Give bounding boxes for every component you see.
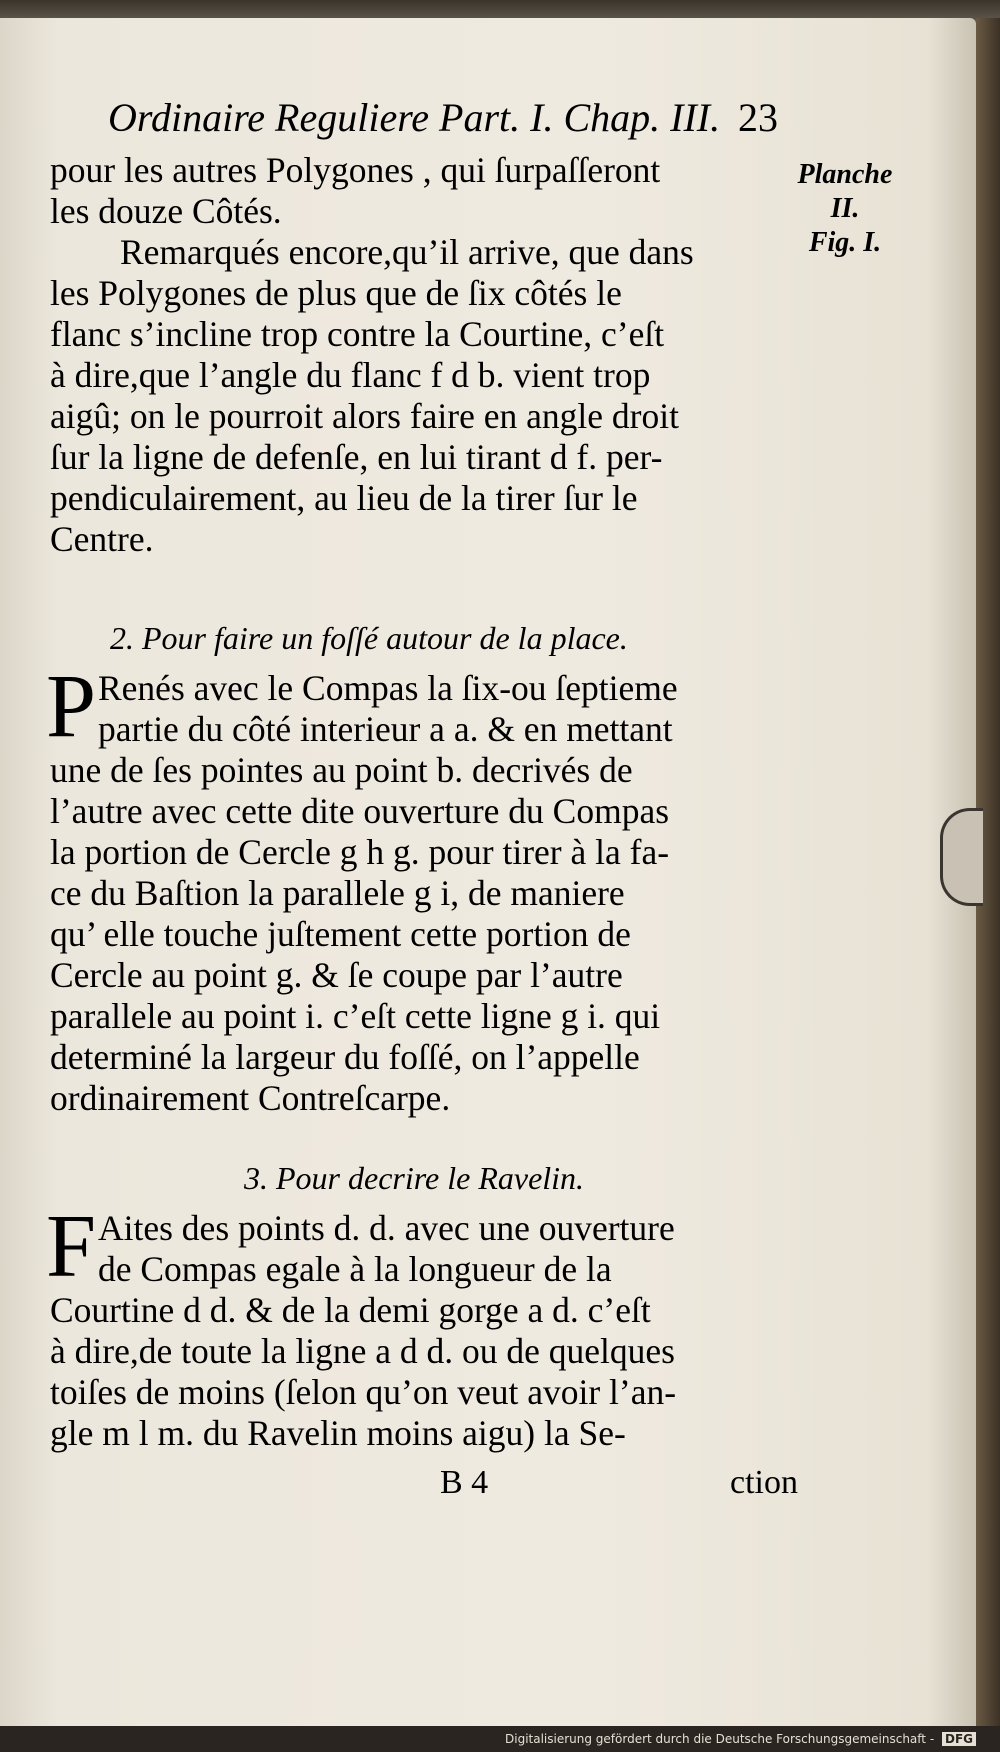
text-line: determiné la largeur du foſſé, on l’appelle: [50, 1037, 640, 1077]
section-2-heading: 2. Pour faire un foſſé autour de la place.: [110, 620, 628, 656]
text-line: Aites des points d. d. avec une ouverture: [98, 1208, 675, 1248]
margin-note-plate: Planche: [797, 159, 893, 190]
text-line: qu’ elle touche juſtement cette portion de: [50, 914, 631, 954]
text-line: ce du Baſtion la parallele g i, de maniere: [50, 873, 625, 913]
margin-note-figure: Fig. I.: [808, 227, 882, 258]
section-3-text: [50, 1208, 780, 1454]
section-2-text: [50, 668, 780, 1119]
text-line: ſur la ligne de defenſe, en lui tirant d f. per-: [50, 437, 663, 477]
drop-cap-p: P: [46, 657, 97, 756]
text-line: toiſes de moins (ſelon qu’on veut avoir l’an-: [50, 1372, 677, 1412]
text-line: Cercle au point g. & ſe coupe par l’autre: [50, 955, 623, 995]
drop-cap-f: F: [46, 1197, 97, 1296]
running-title: Ordinaire Reguliere Part. I. Chap. III.: [108, 95, 721, 140]
text-line: pour les autres Polygones , qui ſurpaſſeront: [50, 150, 661, 190]
text-line: ordinairement Contreſcarpe.: [50, 1078, 451, 1118]
text-line: gle m l m. du Ravelin moins aigu) la Se-: [50, 1413, 626, 1453]
text-line: à dire,que l’angle du flanc f d b. vient trop: [50, 355, 651, 395]
margin-note: [790, 158, 900, 260]
digitization-credit: [505, 1732, 976, 1746]
text-line: l’autre avec cette dite ouverture du Compas: [50, 791, 670, 831]
text-line: à dire,de toute la ligne a d d. ou de quelques: [50, 1331, 675, 1371]
credit-text: Digitalisierung gefördert durch die Deutsche Forschungsgemeinschaft -: [505, 1732, 935, 1746]
text-line: pendiculairement, au lieu de la tirer ſur le: [50, 478, 638, 518]
text-line: les Polygones de plus que de ſix côtés le: [50, 273, 622, 313]
signature-mark: B 4: [440, 1464, 489, 1501]
section-1-text: [50, 150, 780, 560]
section-3-heading: 3. Pour decrire le Ravelin.: [244, 1160, 585, 1196]
page-number: 23: [738, 95, 778, 140]
text-line: partie du côté interieur a a. & en mettant: [98, 709, 673, 749]
margin-note-plate-number: II.: [830, 193, 860, 224]
text-line: Remarqués encore,qu’il arrive, que dans: [120, 232, 694, 272]
catchword: ction: [730, 1464, 798, 1501]
running-header: [108, 94, 778, 156]
text-line: une de ſes pointes au point b. decrivés de: [50, 750, 633, 790]
text-line: aigû; on le pourroit alors faire en angle droit: [50, 396, 679, 436]
text-line: Renés avec le Compas la ſix-ou ſeptieme: [98, 668, 678, 708]
text-line: flanc s’incline trop contre la Courtine, c’eſt: [50, 314, 665, 354]
text-line: Courtine d d. & de la demi gorge a d. c’eſt: [50, 1290, 651, 1330]
text-line: la portion de Cercle g h g. pour tirer à la fa-: [50, 832, 670, 872]
text-line: Centre.: [50, 519, 154, 559]
text-line: parallele au point i. c’eſt cette ligne g i. qui: [50, 996, 661, 1036]
dfg-logo: DFG: [942, 1732, 976, 1746]
text-line: les douze Côtés.: [50, 191, 282, 231]
page-tab-marker: [940, 808, 983, 906]
text-line: de Compas egale à la longueur de la: [98, 1249, 612, 1289]
